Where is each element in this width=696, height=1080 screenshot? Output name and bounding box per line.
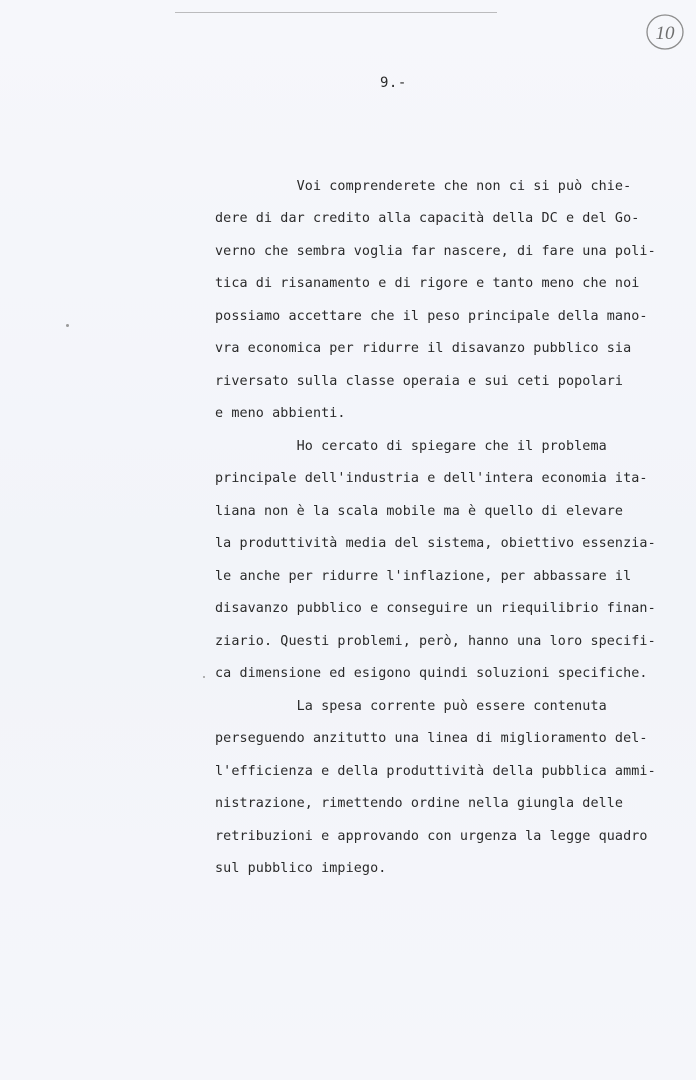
text-line: La spesa corrente può essere contenuta	[215, 699, 607, 714]
text-line: l'efficienza e della produttività della pubblica ammi-	[215, 764, 656, 779]
page-stamp	[645, 12, 685, 52]
stamp-number: 10	[655, 23, 675, 44]
text-line: la produttività media del sistema, obiettivo essenzia-	[215, 536, 656, 551]
text-line: nistrazione, rimettendo ordine nella giungla delle	[215, 796, 624, 811]
text-line: le anche per ridurre l'inflazione, per abbassare il	[215, 569, 632, 584]
text-line: retribuzioni e approvando con urgenza la legge quadro	[215, 829, 648, 844]
text-line: e meno abbienti.	[215, 406, 346, 421]
page-number: 9.-	[380, 75, 407, 91]
text-line: possiamo accettare che il peso principale della mano-	[215, 309, 648, 324]
text-line: tica di risanamento e di rigore e tanto meno che noi	[215, 276, 640, 291]
top-rule-divider	[175, 12, 497, 13]
text-line: dere di dar credito alla capacità della DC e del Go-	[215, 211, 640, 226]
text-line: ca dimensione ed esigono quindi soluzioni specifiche.	[215, 666, 648, 681]
scan-speck	[203, 676, 205, 678]
text-line: disavanzo pubblico e conseguire un riequilibrio finan-	[215, 601, 656, 616]
text-line: sul pubblico impiego.	[215, 861, 387, 876]
text-line: Voi comprenderete che non ci si può chie-	[215, 179, 632, 194]
scan-speck	[66, 324, 69, 327]
text-line: principale dell'industria e dell'intera economia ita-	[215, 471, 648, 486]
text-line: riversato sulla classe operaia e sui ceti popolari	[215, 374, 624, 389]
text-line: perseguendo anzitutto una linea di miglioramento del-	[215, 731, 648, 746]
text-line: liana non è la scala mobile ma è quello di elevare	[215, 504, 624, 519]
text-line: Ho cercato di spiegare che il problema	[215, 439, 607, 454]
text-line: ziario. Questi problemi, però, hanno una loro specifi-	[215, 634, 656, 649]
text-line: vra economica per ridurre il disavanzo pubblico sia	[215, 341, 632, 356]
text-line: verno che sembra voglia far nascere, di fare una poli-	[215, 244, 656, 259]
